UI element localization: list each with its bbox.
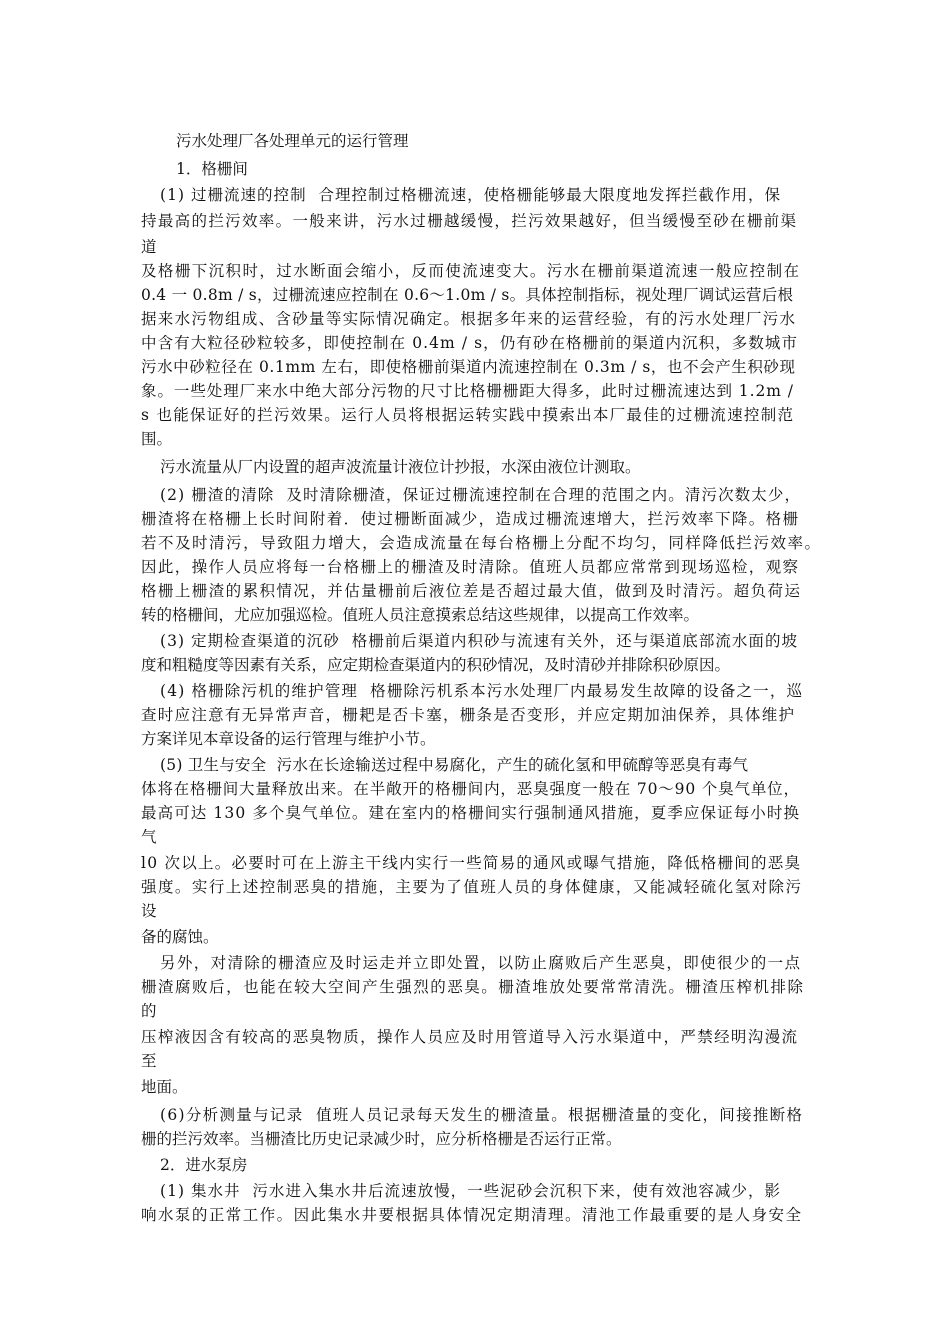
- text-line: (4) 格栅除污机的维护管理 格栅除污机系本污水处理厂内最易发生故障的设备之一，巡: [160, 682, 804, 700]
- text-line: 栅渣腐败后，也能在较大空间产生强烈的恶臭。栅渣堆放处要常常清洗。栅渣压榨机排除: [141, 978, 805, 996]
- text-line: 若不及时清污，导致阻力增大，会造成流量在每台格栅上分配不均匀，同样降低拦污效率。: [141, 534, 822, 552]
- text-line: (6)分析测量与记录 值班人员记录每天发生的栅渣量。根据栅渣量的变化，间接推断格: [160, 1106, 804, 1124]
- text-line: 栅渣将在格栅上长时间附着．使过栅断面减少，造成过栅流速增大，拦污效率下降。格栅: [141, 510, 800, 528]
- text-line: 0.4 一 0.8m / s，过栅流速应控制在 0.6～1.0m / s。具体控制指标，视处理厂调试运营后根: [141, 286, 794, 304]
- text-line: 响水泵的正常工作。因此集水井要根据具体情况定期清理。清池工作最重要的是人身安全: [141, 1206, 803, 1224]
- text-line: l0 次以上。必要时可在上游主干线内实行一些简易的通风或曝气措施，降低格栅间的恶臭: [141, 854, 802, 872]
- text-line: 栅的拦污效率。当栅渣比历史记录减少时，应分析格栅是否运行正常。: [141, 1130, 622, 1148]
- text-line: 另外，对清除的栅渣应及时运走并立即处置，以防止腐败后产生恶臭，即使很少的一点: [160, 954, 802, 972]
- text-line: 最高可达 130 多个臭气单位。建在室内的格栅间实行强制通风措施，夏季应保证每小时换: [141, 804, 801, 822]
- text-line: 格栅上栅渣的累积情况，并估量栅前后液位差是否超过最大值，做到及时清污。超负荷运: [141, 582, 802, 600]
- text-line: 体将在格栅间大量释放出来。在半敞开的格栅间内，恶臭强度一般在 70～90 个臭气单位，: [141, 780, 800, 798]
- text-line: s 也能保证好的拦污效果。运行人员将根据运转实践中摸索出本厂最佳的过栅流速控制范: [141, 406, 795, 424]
- text-line: 2．进水泵房: [160, 1156, 248, 1174]
- text-line: 污水流量从厂内设置的超声波流量计液位计抄报，水深由液位计测取。: [160, 458, 641, 476]
- text-line: 地面。: [141, 1078, 188, 1096]
- text-line: 污水处理厂各处理单元的运行管理: [176, 132, 409, 150]
- text-line: (3) 定期检查渠道的沉砂 格栅前后渠道内积砂与流速有关外，还与渠道底部流水面的坡: [160, 632, 799, 650]
- text-line: 围。: [141, 430, 173, 448]
- text-line: 查时应注意有无异常声音，栅耙是否卡塞，栅条是否变形，并应定期加油保养，具体维护: [141, 706, 796, 724]
- text-line: (1) 集水井 污水进入集水井后流速放慢，一些泥砂会沉积下来，使有效池容减少，影: [160, 1182, 782, 1200]
- text-line: 压榨液因含有较高的恶臭物质，操作人员应及时用管道导入污水渠道中，严禁经明沟漫流: [141, 1028, 799, 1046]
- text-line: 污水中砂粒径在 0.1mm 左右，即使格栅前渠道内流速控制在 0.3m / s，也不会产生积砂现: [141, 358, 796, 376]
- text-line: 道: [141, 238, 157, 256]
- text-line: 度和粗糙度等因素有关系，应定期检查渠道内的积砂情况，及时清砂并排除积砂原因。: [141, 656, 731, 674]
- text-line: (2) 栅渣的清除 及时清除栅渣，保证过栅流速控制在合理的范围之内。清污次数太少，: [160, 486, 802, 504]
- text-line: 至: [141, 1052, 157, 1070]
- text-line: 备的腐蚀。: [141, 928, 219, 946]
- text-line: 转的格栅间，尤应加强巡检。值班人员注意摸索总结这些规律，以提高工作效率。: [141, 606, 700, 624]
- text-line: 象。一些处理厂来水中绝大部分污物的尺寸比格栅栅距大得多，此时过栅流速达到 1.2m /: [141, 382, 794, 400]
- text-line: 中含有大粒径砂粒较多，即使控制在 0.4m / s，仍有砂在格栅前的渠道内沉积，多数城市: [141, 334, 799, 352]
- text-line: 方案详见本章设备的运行管理与维护小节。: [141, 730, 436, 748]
- text-line: 1．格栅间: [176, 160, 248, 178]
- text-line: (5) 卫生与安全 污水在长途输送过程中易腐化，产生的硫化氢和甲硫醇等恶臭有毒气: [160, 756, 749, 774]
- text-line: (1) 过栅流速的控制 合理控制过格栅流速，使格栅能够最大限度地发挥拦截作用，保: [160, 186, 782, 204]
- text-line: 因此，操作人员应将每一台格栅上的栅渣及时清除。值班人员都应常常到现场巡检，观察: [141, 558, 800, 576]
- text-line: 的: [141, 1002, 157, 1020]
- text-line: 及格栅下沉积时，过水断面会缩小，反而使流速变大。污水在栅前渠道流速一般应控制在: [141, 262, 801, 280]
- text-line: 据来水污物组成、含砂量等实际情况确定。根据多年来的运营经验，有的污水处理厂污水: [141, 310, 797, 328]
- text-line: 设: [141, 902, 157, 920]
- text-line: 强度。实行上述控制恶臭的措施，主要为了值班人员的身体健康，又能减轻硫化氢对除污: [141, 878, 803, 896]
- text-line: 持最高的拦污效率。一般来讲，污水过栅越缓慢，拦污效果越好，但当缓慢至砂在栅前渠: [141, 212, 798, 230]
- text-line: 气: [141, 828, 157, 846]
